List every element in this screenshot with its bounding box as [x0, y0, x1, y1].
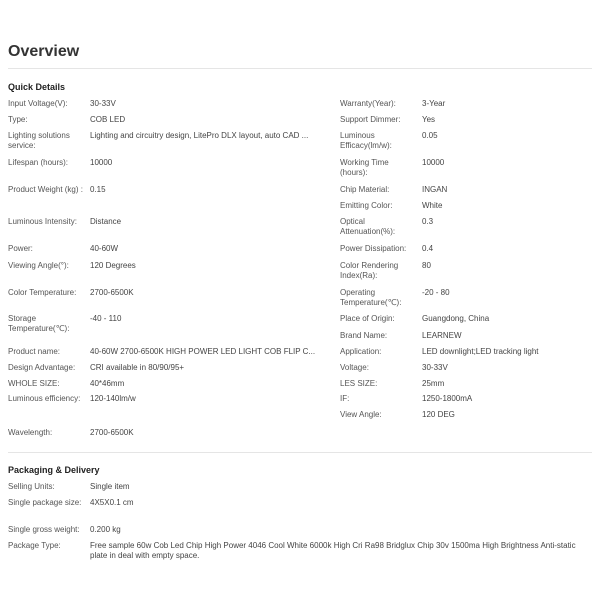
detail-value: 10000: [422, 158, 445, 167]
page-title: Overview: [8, 43, 80, 60]
detail-value: Distance: [90, 217, 122, 226]
detail-value: 120-140lm/w: [90, 394, 136, 403]
detail-value: CRI available in 80/90/95+: [90, 363, 185, 372]
packaging-value: Single item: [90, 482, 130, 491]
detail-value: -20 - 80: [422, 288, 450, 297]
detail-label: Input Voltage(V):: [8, 99, 68, 108]
detail-label: Luminous Intensity:: [8, 217, 77, 226]
packaging-value: Free sample 60w Cob Led Chip High Power 4046 Cool White 6000k High Cri Ra98 Bridglux Chip 30v 1500ma High Brightness Anti-static plate in deal with empty space.: [90, 541, 576, 560]
detail-value: LED downlight;LED tracking light: [422, 347, 539, 356]
quick-details-heading: Quick Details: [8, 82, 66, 92]
detail-label: Operating Temperature(℃):: [340, 288, 402, 307]
detail-value: 3-Year: [422, 99, 446, 108]
detail-value: 120 DEG: [422, 410, 455, 419]
detail-label: Viewing Angle(°):: [8, 261, 69, 270]
packaging-label: Package Type:: [8, 541, 61, 550]
detail-value: Guangdong, China: [422, 314, 490, 323]
detail-label: Luminous Efficacy(lm/w):: [340, 131, 392, 150]
detail-value: 120 Degrees: [90, 261, 136, 270]
detail-value: 40*46mm: [90, 379, 125, 388]
detail-value: 1250-1800mA: [422, 394, 473, 403]
detail-value: LEARNEW: [422, 331, 462, 340]
detail-label: Type:: [8, 115, 28, 124]
detail-label: Voltage:: [340, 363, 369, 372]
packaging-value: 0.200 kg: [90, 525, 121, 534]
detail-label: Luminous efficiency:: [8, 394, 81, 403]
detail-label: Warranty(Year):: [340, 99, 396, 108]
title-divider: [8, 68, 592, 69]
detail-label: Product name:: [8, 347, 61, 356]
detail-value: 25mm: [422, 379, 445, 388]
detail-label: Color Rendering Index(Ra):: [340, 261, 399, 280]
detail-label: Optical Attenuation(%):: [340, 217, 396, 236]
detail-label: Emitting Color:: [340, 201, 393, 210]
detail-label: Chip Material:: [340, 185, 390, 194]
detail-value: COB LED: [90, 115, 126, 124]
detail-value: 0.3: [422, 217, 434, 226]
detail-label: Design Advantage:: [8, 363, 76, 372]
detail-label: Application:: [340, 347, 382, 356]
detail-label: Support Dimmer:: [340, 115, 401, 124]
detail-value: Lighting and circuitry design, LitePro DLX layout, auto CAD ...: [90, 131, 309, 140]
detail-value: 40-60W: [90, 244, 119, 253]
detail-value: Yes: [422, 115, 436, 124]
detail-label: Wavelength:: [8, 428, 53, 437]
packaging-label: Selling Units:: [8, 482, 55, 491]
detail-label: Color Temperature:: [8, 288, 77, 297]
detail-value: 30-33V: [90, 99, 116, 108]
detail-value: White: [422, 201, 443, 210]
detail-value: 10000: [90, 158, 113, 167]
detail-value: INGAN: [422, 185, 448, 194]
detail-label: LES SIZE:: [340, 379, 378, 388]
detail-value: 0.05: [422, 131, 438, 140]
detail-label: WHOLE SIZE:: [8, 379, 60, 388]
detail-label: Product Weight (kg) :: [8, 185, 83, 194]
detail-value: 40-60W 2700-6500K HIGH POWER LED LIGHT COB FLIP C...: [90, 347, 316, 356]
detail-value: 2700-6500K: [90, 428, 134, 437]
detail-label: Lighting solutions service:: [8, 131, 70, 150]
packaging-label: Single gross weight:: [8, 525, 80, 534]
section-divider: [8, 452, 592, 453]
detail-label: Power:: [8, 244, 33, 253]
detail-value: 0.4: [422, 244, 434, 253]
detail-value: 80: [422, 261, 431, 270]
packaging-label: Single package size:: [8, 498, 82, 507]
detail-label: View Angle:: [340, 410, 382, 419]
detail-value: 2700-6500K: [90, 288, 134, 297]
detail-label: Place of Origin:: [340, 314, 395, 323]
packaging-heading: Packaging & Delivery: [8, 465, 100, 475]
detail-label: Lifespan (hours):: [8, 158, 69, 167]
detail-label: IF:: [340, 394, 350, 403]
detail-value: 0.15: [90, 185, 106, 194]
detail-value: 30-33V: [422, 363, 448, 372]
detail-label: Brand Name:: [340, 331, 388, 340]
detail-label: Working Time (hours):: [340, 158, 389, 177]
detail-label: Power Dissipation:: [340, 244, 407, 253]
packaging-value: 4X5X0.1 cm: [90, 498, 134, 507]
detail-label: Storage Temperature(℃):: [8, 314, 70, 333]
detail-value: -40 - 110: [90, 314, 122, 323]
